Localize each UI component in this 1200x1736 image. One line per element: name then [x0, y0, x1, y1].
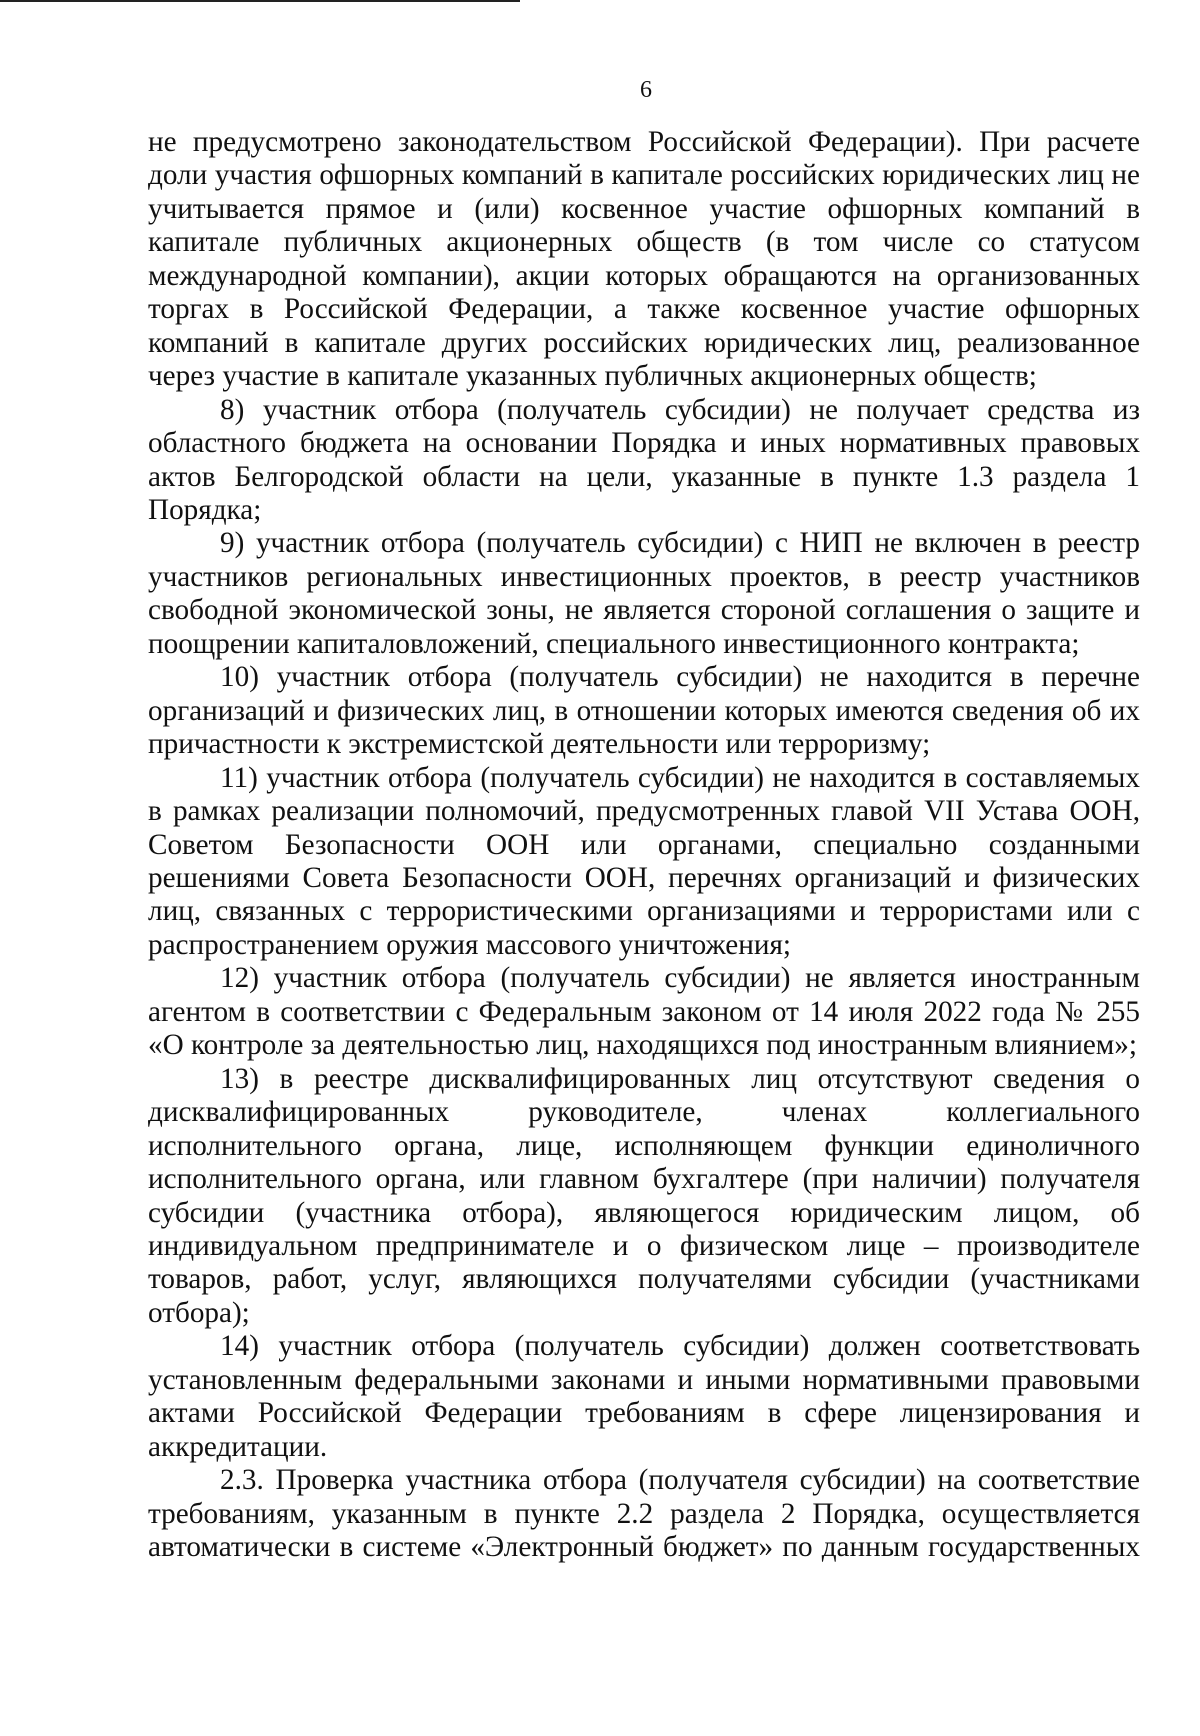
document-body: [148, 126, 1140, 1564]
paragraph-item-14: 14) участник отбора (получатель субсидии) должен соответствовать установленным федеральными законами и иными нормативными правовыми актами Российской Федерации требованиям в сфере лицензирования и аккредитации.: [148, 1330, 1140, 1463]
paragraph-item-9: 9) участник отбора (получатель субсидии) с НИП не включен в реестр участников региональных инвестиционных проектов, в реестр участников свободной экономической зоны, не является стороной соглашения о защите и поощрении капиталовложений, специального инвестиционного контракта;: [148, 527, 1140, 660]
paragraph-continuation: не предусмотрено законодательством Российской Федерации). При расчете доли участия офшорных компаний в капитале российских юридических лиц не учитывается прямое и (или) косвенное участие офшорных компаний в капитале публичных акционерных обществ (в том числе со статусом международной компании), акции которых обращаются на организованных торгах в Российской Федерации, а также косвенное участие офшорных компаний в капитале других российских юридических лиц, реализованное через участие в капитале указанных публичных акционерных обществ;: [148, 126, 1140, 393]
paragraph-item-13: 13) в реестре дисквалифицированных лиц отсутствуют сведения о дисквалифицированных руководителе, членах коллегиального исполнительного органа, лице, исполняющем функции единоличного исполнительного органа, или главном бухгалтере (при наличии) получателя субсидии (участника отбора), являющегося юридическим лицом, об индивидуальном предпринимателе и о физическом лице – производителе товаров, работ, услуг, являющихся получателями субсидии (участниками отбора);: [148, 1062, 1140, 1329]
paragraph-section-2-3: 2.3. Проверка участника отбора (получателя субсидии) на соответствие требованиям, указанным в пункте 2.2 раздела 2 Порядка, осуществляется автоматически в системе «Электронный бюджет» по данным государственных: [148, 1464, 1140, 1564]
top-rule: [0, 0, 520, 2]
page-number: 6: [640, 77, 652, 103]
paragraph-item-8: 8) участник отбора (получатель субсидии) не получает средства из областного бюджета на основании Порядка и иных нормативных правовых актов Белгородской области на цели, указанные в пункте 1.3 раздела 1 Порядка;: [148, 393, 1140, 526]
paragraph-item-10: 10) участник отбора (получатель субсидии) не находится в перечне организаций и физических лиц, в отношении которых имеются сведения об их причастности к экстремистской деятельности или терроризму;: [148, 661, 1140, 761]
paragraph-item-12: 12) участник отбора (получатель субсидии) не является иностранным агентом в соответствии с Федеральным законом от 14 июля 2022 года № 255 «О контроле за деятельностью лиц, находящихся под иностранным влиянием»;: [148, 962, 1140, 1062]
paragraph-item-11: 11) участник отбора (получатель субсидии) не находится в составляемых в рамках реализации полномочий, предусмотренных главой VII Устава ООН, Советом Безопасности ООН или органами, специально созданными решениями Совета Безопасности ООН, перечнях организаций и физических лиц, связанных с террористическими организациями и террористами или с распространением оружия массового уничтожения;: [148, 761, 1140, 961]
